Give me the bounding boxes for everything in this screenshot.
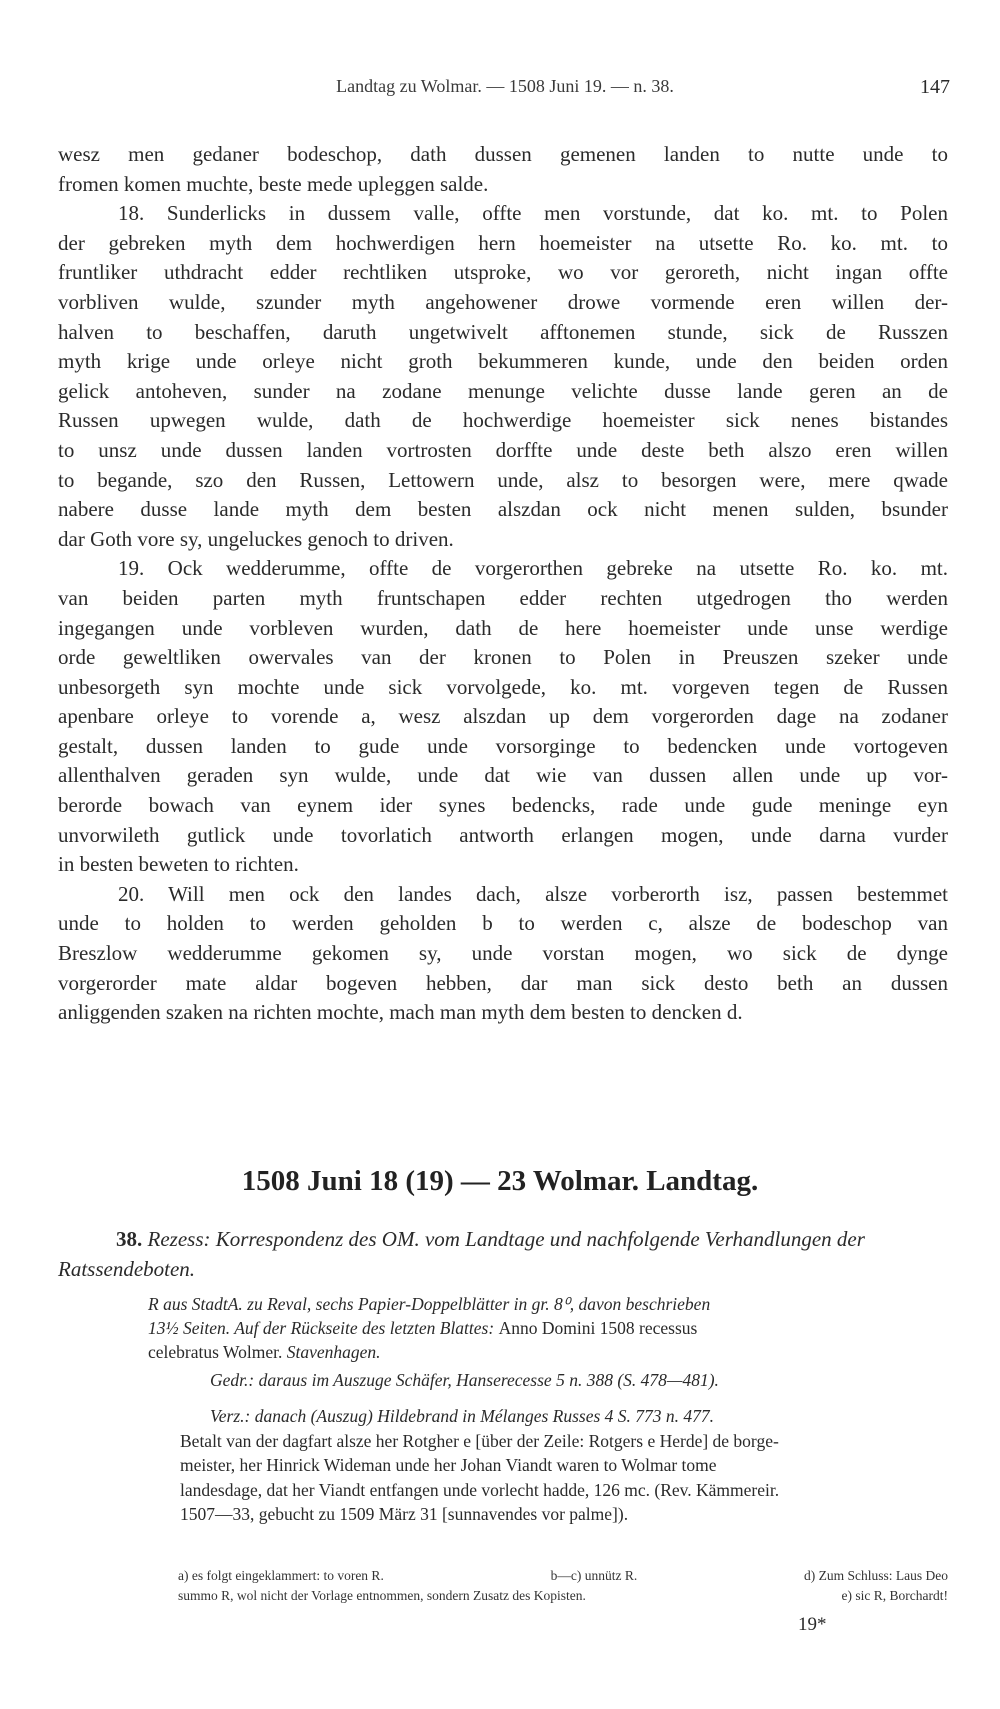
text-line: unde to holden to werden geholden b to werden c, alsze de bodeschop van — [58, 911, 948, 936]
source-note — [148, 1292, 948, 1364]
footnote-d-continued: summo R, wol nicht der Vorlage entnommen, sondern Zusatz des Kopisten. — [178, 1588, 586, 1603]
verz-note — [180, 1404, 950, 1527]
verz-line: 1507—33, gebucht zu 1509 März 31 [sunnavendes vor palme]). — [180, 1504, 629, 1524]
signature-mark: 19* — [798, 1614, 827, 1635]
section-heading: 1508 Juni 18 (19) — 23 Wolmar. Landtag. — [241, 1165, 759, 1197]
text-line: orde geweltliken owervales van der kronen to Polen in Preuszen szeker unde — [58, 645, 948, 670]
source-line-3 — [148, 1340, 948, 1364]
paragraph-19-start: 19. Ock wedderumme, offte de vorgerorthen gebreke na utsette Ro. ko. mt. — [118, 556, 948, 581]
text-line: der gebreken myth dem hochwerdigen hern hoemeister na utsette Ro. ko. mt. to — [58, 230, 948, 255]
footnotes — [178, 1566, 948, 1606]
text-line: dar Goth vore sy, ungeluckes genoch to driven. — [58, 526, 454, 551]
text-line: nabere dusse lande myth dem besten alszdan ock nicht menen sulden, bsunder — [58, 497, 948, 522]
gedr-note: Gedr.: daraus im Auszuge Schäfer, Hanserecesse 5 n. 388 (S. 478—481). — [210, 1370, 719, 1390]
verz-line: Betalt van der dagfart alsze her Rotgher e [über der Zeile: Rotgers e Herde] de borge- — [180, 1430, 779, 1451]
text-line: gestalt, dussen landen to gude unde vorsorginge to bedencken unde vortogeven — [58, 733, 948, 758]
running-head: Landtag zu Wolmar. — 1508 Juni 19. — n. 38. — [336, 76, 674, 96]
entry-title-block — [58, 1224, 948, 1284]
footnote-e: e) sic R, Borchardt! — [841, 1588, 948, 1603]
paragraph-20-start: 20. Will men ock den landes dach, alsze vorberorth isz, passen bestemmet — [118, 881, 948, 906]
paragraph-18-start: 18. Sunderlicks in dussem valle, offte men vorstunde, dat ko. mt. to Polen — [118, 201, 948, 226]
verz-line: Verz.: danach (Auszug) Hildebrand in Mélanges Russes 4 S. 773 n. 477. — [210, 1406, 715, 1426]
main-text — [58, 140, 948, 1028]
source-line-2-upright: Anno Domini 1508 recessus — [498, 1318, 698, 1338]
text-line: vorgerorder mate aldar bogeven hebben, dar man sick desto beth an dussen — [58, 970, 948, 995]
text-line: vorbliven wulde, szunder myth angehowener drowe vormende eren willen der- — [58, 289, 948, 314]
footnote-row-1 — [178, 1566, 948, 1586]
text-line: unbesorgeth syn mochte unde sick vorvolgede, ko. mt. vorgeven tegen de Russen — [58, 674, 948, 699]
text-line: apenbare orleye to vorende a, wesz alszdan up dem vorgerorden dage na zodaner — [58, 704, 948, 729]
page-header — [60, 76, 950, 106]
footnote-d: d) Zum Schluss: Laus Deo — [803, 1568, 948, 1583]
text-line: Russen upwegen wulde, dath de hochwerdige hoemeister sick nenes bistandes — [58, 408, 948, 433]
entry-number: 38. — [116, 1227, 143, 1251]
verz-line: landesdage, dat her Viandt entfangen unde vorlecht hadde, 126 mc. (Rev. Kämmereir. — [180, 1479, 780, 1500]
source-line-1: R aus StadtA. zu Reval, sechs Papier-Doppelblätter in gr. 8⁰, davon beschrieben — [148, 1294, 711, 1314]
verz-line: meister, her Hinrick Wideman unde her Johan Viandt waren to Wolmar tome — [180, 1455, 717, 1475]
text-line: fruntliker uthdracht edder rechtliken utsproke, wo vor geroreth, nicht ingan offte — [58, 260, 948, 285]
text-line: van beiden parten myth fruntschapen edder rechten utgedrogen tho werden — [58, 585, 948, 610]
source-line-2 — [148, 1316, 948, 1340]
text-line: gelick antoheven, sunder na zodane menunge velichte dusse lande geren an de — [58, 378, 948, 403]
text-line: wesz men gedaner bodeschop, dath dussen gemenen landen to nutte unde to — [58, 142, 948, 166]
text-line: ingegangen unde vorbleven wurden, dath de here hoemeister unde unse werdige — [58, 615, 948, 640]
text-line: unvorwileth gutlick unde tovorlatich antworth erlangen mogen, unde darna vurder — [58, 822, 948, 847]
text-line: allenthalven geraden syn wulde, unde dat wie van dussen allen unde up vor- — [58, 763, 948, 788]
text-line: to begande, szo den Russen, Lettowern unde, alsz to besorgen were, mere qwade — [58, 467, 948, 492]
page-number: 147 — [920, 76, 950, 98]
text-line: myth krige unde orleye nicht groth bekummeren kunde, unde den beiden orden — [58, 349, 948, 374]
entry-title: Rezess: Korrespondenz des OM. vom Landtage und nachfolgende Verhandlungen der Ratssendeboten. — [58, 1227, 865, 1281]
footnote-bc: b—c) unnütz R. — [550, 1568, 638, 1583]
text-line: halven to beschaffen, daruth ungetwivelt afftonemen stunde, sick de Russzen — [58, 319, 948, 344]
footnote-a: a) es folgt eingeklammert: to voren R. — [178, 1568, 384, 1583]
footnote-row-2 — [178, 1586, 948, 1606]
text-line: berorde bowach van eynem ider synes bedencks, rade unde gude meninge eyn — [58, 793, 948, 818]
text-line: fromen komen muchte, beste mede upleggen salde. — [58, 171, 489, 196]
source-line-2-italic: 13½ Seiten. Auf der Rückseite des letzten Blattes: — [148, 1318, 495, 1338]
text-line: to unsz unde dussen landen vortrosten dorffte unde deste beth alszo eren willen — [58, 437, 948, 462]
text-line: Breszlow wedderumme gekomen sy, unde vorstan mogen, wo sick de dynge — [58, 941, 948, 966]
source-line-3-italic: Stavenhagen. — [286, 1342, 381, 1362]
text-line: anliggenden szaken na richten mochte, mach man myth dem besten to dencken d. — [58, 1000, 743, 1025]
source-line-3-upright: celebratus Wolmer. — [148, 1342, 283, 1362]
text-line: in besten beweten to richten. — [58, 852, 299, 877]
